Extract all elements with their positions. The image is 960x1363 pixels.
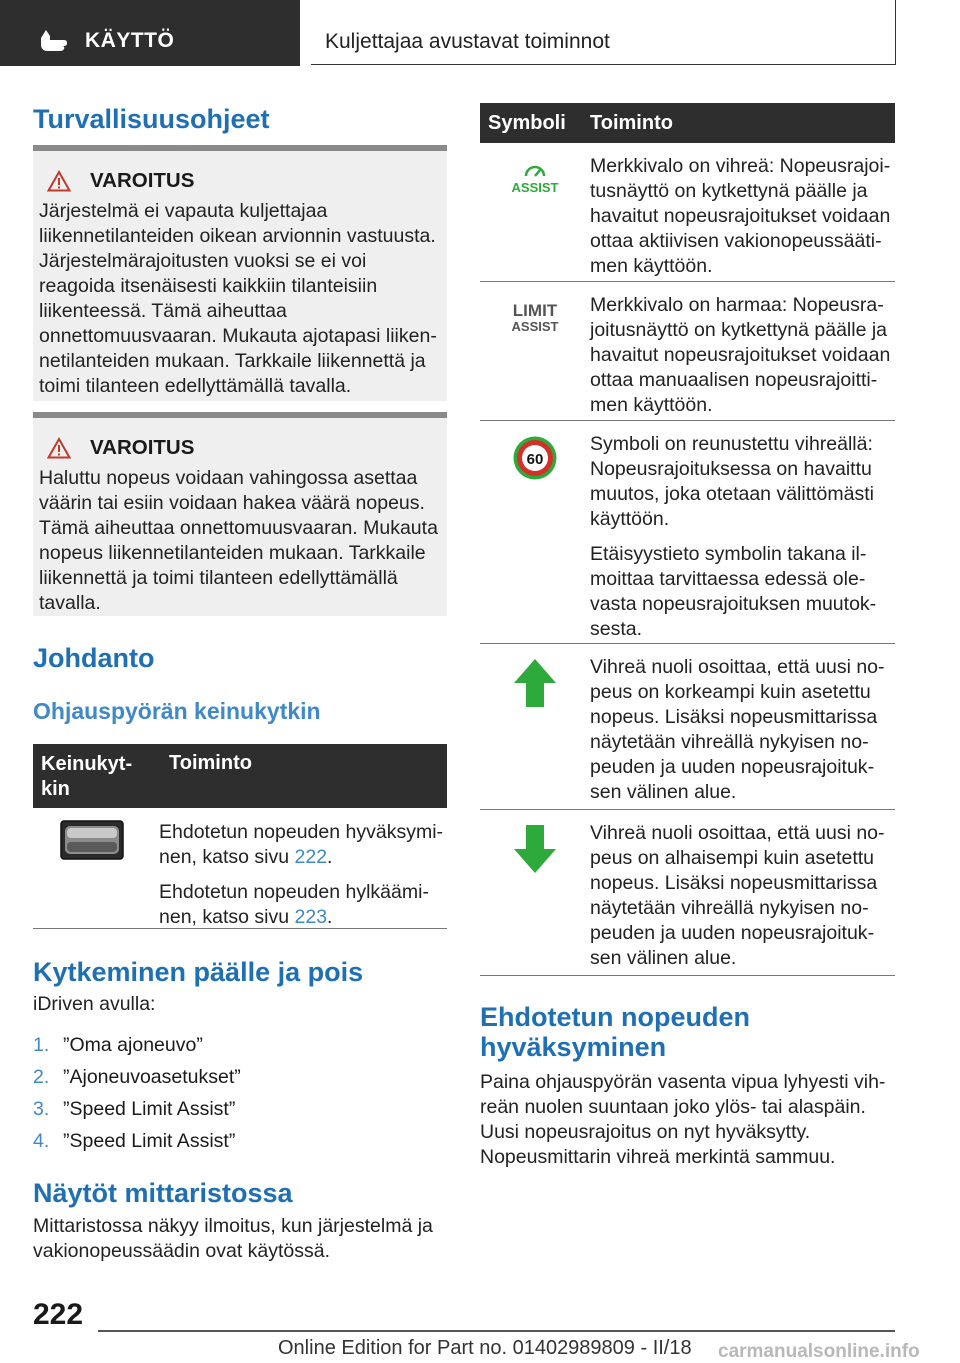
symbol-desc: Vihreä nuoli osoittaa, että uusi nopeus on korkeampi kuin asetettu nopeus. Lisäksi nopeusmittarissa näytetään vihreällä nykyisen nopeuden ja uuden nopeusrajoituksen välinen alue.	[590, 656, 885, 803]
rocker-title: Ohjauspyörän keinukytkin	[33, 698, 321, 724]
symbol-desc: Merkkivalo on vihreä: Nopeusrajoitusnäyttö on kytkettynä päälle ja havaitut nopeusrajoitukset voidaan ottaa aktiivisen vakionopeussäätimen käyttöön.	[590, 155, 891, 277]
list-item: 2. ”Ajoneuvoasetukset”	[33, 1066, 241, 1088]
svg-text:ASSIST: ASSIST	[511, 319, 559, 334]
symbol-desc: Merkkivalo on harmaa: Nopeusrajoitusnäyttö on kytkettynä päälle ja havaitut nopeusrajoitukset voidaan ottaa manuaalisen nopeusrajoittimen käyttöön.	[590, 294, 891, 416]
page-link[interactable]: 222	[294, 846, 328, 868]
warning-label: VAROITUS	[90, 436, 195, 459]
arrow-up-green-icon	[512, 657, 558, 709]
symbol-desc: Etäisyystieto symbolin takana ilmoittaa tarvittaessa edessä olevasta nopeusrajoituksen muutoksesta.	[590, 543, 877, 640]
rocker-switch-icon	[60, 820, 124, 860]
col-header-symbol: Symboli	[488, 111, 566, 134]
rocker-table	[33, 744, 447, 929]
display-text: Mittaristossa näkyy ilmoitus, kun järjestelmä ja vakionopeussäädin ovat käytössä.	[33, 1215, 433, 1262]
rocker-accept-text: Ehdotetun nopeuden hyväksyminen, katso sivu 222.	[159, 821, 444, 868]
warning-label: VAROITUS	[90, 169, 195, 192]
col-header-function: Toiminto	[590, 111, 673, 134]
watermark: carmanualsonline.info	[718, 1341, 920, 1362]
col-header-function: Toiminto	[169, 752, 252, 774]
page-link[interactable]: 223	[294, 906, 328, 928]
col-header-rocker: Keinukytkin	[41, 753, 133, 800]
chapter-header	[311, 0, 896, 65]
table-row	[33, 808, 447, 929]
edition-text: Online Edition for Part no. 01402989809 - II/18	[278, 1337, 692, 1359]
list-item: 4. ”Speed Limit Assist”	[33, 1130, 236, 1152]
svg-text:60: 60	[526, 451, 544, 468]
table-row	[480, 421, 895, 644]
arrow-down-green-icon	[512, 823, 558, 875]
symbol-desc: Symboli on reunustettu vihreällä: Nopeusrajoituksessa on havaittu muutos, joka otetaan välittömästi käyttöön.	[590, 433, 874, 530]
steps-list	[33, 1029, 447, 1157]
table-row	[480, 810, 895, 976]
hand-pointer-icon	[38, 26, 68, 52]
accept-title: Ehdotetun nopeuden hyväksyminen	[480, 1002, 750, 1062]
accept-text: Paina ohjauspyörän vasenta vipua lyhyesti vihreän nuolen suuntaan joko ylös- tai alaspäin. Uusi nopeusrajoitus on nyt hyväksytty. Nopeusmittarin vihreä merkintä sammuu.	[480, 1071, 886, 1168]
limit-assist-icon	[510, 300, 560, 336]
toggle-intro: iDriven avulla:	[33, 993, 156, 1015]
table-row	[480, 143, 895, 282]
section-label: KÄYTTÖ	[85, 29, 175, 52]
section-tab	[0, 0, 300, 66]
warning-box-1	[33, 145, 447, 401]
rocker-reject-text: Ehdotetun nopeuden hylkääminen, katso sivu 223.	[159, 881, 429, 928]
warning-triangle-icon	[47, 437, 71, 459]
toggle-title: Kytkeminen päälle ja pois	[33, 957, 364, 987]
warning-triangle-icon	[47, 170, 71, 192]
warning-text: Haluttu nopeus voidaan vahingossa asettaa väärin tai esiin voidaan hakea väärä nopeus. Tämä aiheuttaa onnettomuusvaaran. Mukauta nopeus liikennetilanteiden mukaan. Tarkkaile liikennettä ja toimi tilanteen edellyttämällä tavalla.	[39, 467, 438, 614]
intro-title: Johdanto	[33, 643, 155, 673]
table-row	[480, 282, 895, 421]
warning-box-2	[33, 412, 447, 616]
list-item: 3. ”Speed Limit Assist”	[33, 1098, 236, 1120]
safety-title: Turvallisuusohjeet	[33, 104, 270, 134]
footer-divider	[98, 1330, 895, 1332]
symbol-desc: Vihreä nuoli osoittaa, että uusi nopeus on alhaisempi kuin asetettu nopeus. Lisäksi nopeusmittarissa näytetään vihreällä nykyisen nopeuden ja uuden nopeusrajoituksen välinen alue.	[590, 822, 885, 969]
table-row	[480, 644, 895, 810]
warning-text: Järjestelmä ei vapauta kuljettajaa liikennetilanteiden oikean arvionnin vastuusta. Järjestelmärajoitusten vuoksi se ei voi reagoida itsenäisesti kaikkiin tilanteisiin liikenteessä. Tämä aiheuttaa onnettomuusvaaran. Mukauta ajotapasi liikennetilanteiden mukaan. Tarkkaile liikennettä ja toimi tilanteen edellyttämällä tavalla.	[39, 200, 437, 397]
speed-sign-60-icon	[512, 435, 558, 481]
svg-text:LIMIT: LIMIT	[512, 301, 558, 320]
svg-text:ASSIST: ASSIST	[511, 180, 559, 195]
assist-green-icon	[510, 163, 560, 195]
display-title: Näytöt mittaristossa	[33, 1178, 293, 1208]
chapter-title: Kuljettajaa avustavat toiminnot	[325, 30, 610, 53]
page-number: 222	[33, 1298, 84, 1331]
symbol-table	[480, 103, 895, 976]
list-item: 1. ”Oma ajoneuvo”	[33, 1034, 203, 1056]
